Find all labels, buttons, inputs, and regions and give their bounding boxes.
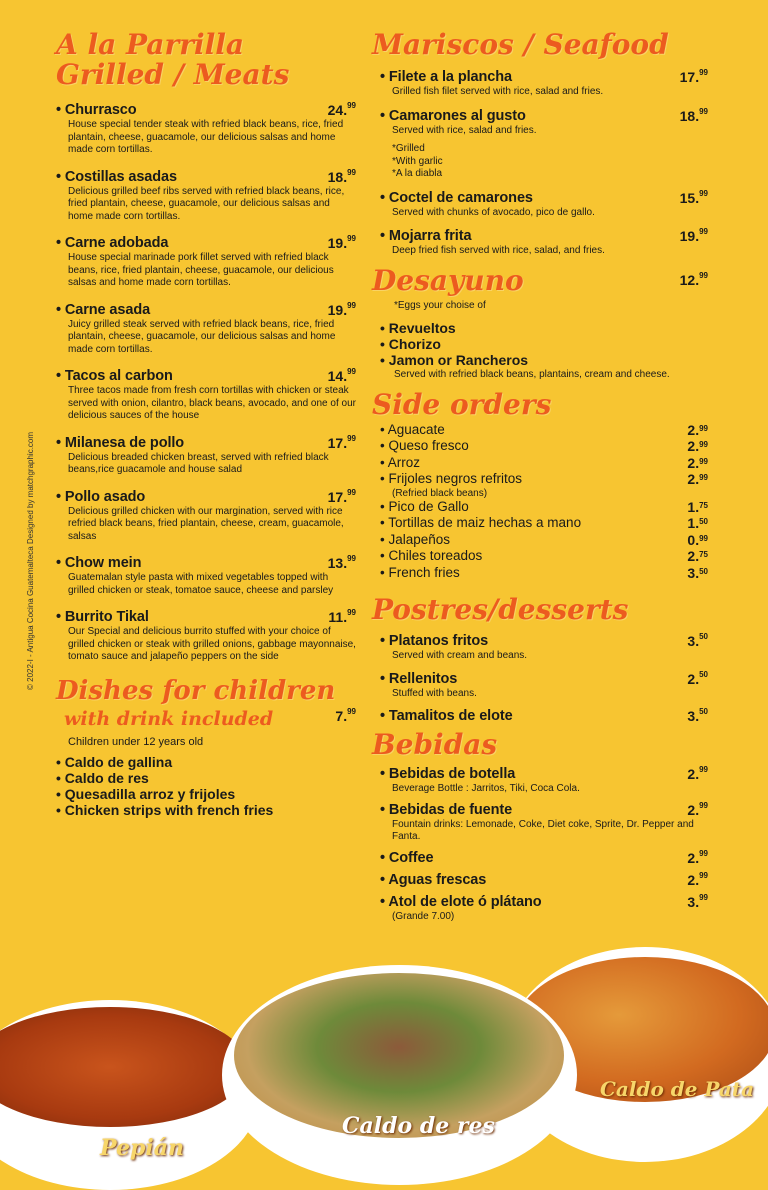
item-name: • Filete a la plancha: [380, 69, 512, 85]
item-name: • Rellenitos: [380, 671, 457, 687]
drinks-list: [380, 766, 708, 923]
price-dollars: 24.: [327, 102, 348, 118]
item-description: Beverage Bottle : Jarritos, Tiki, Coca Cola.: [392, 783, 580, 794]
side-name: • Frijoles negros refritos: [380, 471, 522, 488]
price: [687, 515, 708, 532]
sides-title: Side orders: [372, 387, 552, 421]
side-item: [380, 499, 708, 516]
side-item: [380, 515, 708, 532]
price: [680, 228, 708, 244]
seafood-list: [380, 69, 708, 258]
price: [328, 235, 356, 251]
menu-item-row: [56, 435, 356, 451]
menu-item: [56, 555, 356, 597]
item-name: • Aguas frescas: [380, 872, 486, 888]
menu-item: [380, 802, 708, 844]
menu-item-row: [56, 555, 356, 571]
item-name: • Coctel de camarones: [380, 190, 533, 206]
item-description: Delicious breaded chicken breast, served with refried black beans,rice guacamole and house salad: [68, 451, 329, 475]
price: [687, 565, 708, 582]
price-dollars: 2.: [687, 849, 700, 866]
children-item: • Caldo de gallina: [56, 754, 356, 770]
side-item: [380, 532, 708, 549]
side-item: [380, 548, 708, 565]
menu-item: [380, 108, 708, 181]
menu-item: [56, 169, 356, 224]
menu-item: [56, 435, 356, 477]
desserts-title: Postres/desserts: [372, 593, 629, 626]
price-dollars: 19.: [327, 235, 348, 251]
price-dollars: 1.: [687, 515, 700, 531]
sides-section: [372, 387, 712, 582]
price-cents: 99: [699, 68, 708, 77]
side-name: • Queso fresco: [380, 438, 469, 455]
side-item: [380, 455, 708, 472]
item-description: Served with rice, salad and fries.: [392, 124, 537, 136]
item-name: • Platanos fritos: [380, 633, 488, 649]
menu-item: [380, 708, 708, 724]
price-dollars: 2.: [687, 438, 700, 454]
price-dollars: 15.: [679, 189, 700, 206]
item-name: • Tacos al carbon: [56, 368, 173, 384]
price-dollars: 2.: [687, 548, 700, 564]
price-cents: 99: [347, 554, 356, 563]
item-description: Juicy grilled steak served with refried black beans, rice, fried plantain, cheese, guacamole, our delicious salsas and home made corn tortillas.: [68, 318, 336, 355]
menu-item: [56, 102, 356, 157]
item-description: Stuffed with beans.: [392, 687, 477, 699]
children-title: Dishes for children: [56, 675, 336, 706]
item-name: • Pollo asado: [56, 489, 145, 505]
item-name: • Carne asada: [56, 302, 150, 318]
price: [687, 766, 708, 782]
item-name: • Chow mein: [56, 555, 141, 571]
price-dollars: 3.: [687, 564, 700, 581]
children-item: • Chicken strips with french fries: [56, 802, 356, 818]
price-dollars: 19.: [679, 228, 700, 244]
item-name: • Burrito Tikal: [56, 609, 149, 625]
item-name: • Costillas asadas: [56, 169, 177, 185]
menu-item-row: [56, 302, 356, 318]
price-dollars: 14.: [327, 368, 348, 384]
menu-item: [56, 302, 356, 357]
food-photos: [0, 945, 768, 1185]
price: [328, 102, 356, 118]
price-dollars: 13.: [327, 555, 348, 571]
menu-item: [380, 190, 708, 220]
side-note: (Refried black beans): [392, 487, 488, 499]
sides-list: [380, 422, 708, 582]
price-cents: 99: [699, 848, 708, 858]
right-column: [372, 30, 712, 923]
item-options: [392, 143, 708, 181]
menu-item: [56, 489, 356, 544]
price: [687, 708, 708, 724]
price-dollars: 2.: [687, 421, 700, 438]
item-description: Fountain drinks: Lemonade, Coke, Diet coke, Sprite, Dr. Pepper and Fanta.: [392, 818, 694, 842]
item-description: Our Special and delicious burrito stuffed with your choice of grilled chicken or steak with grilled onions, gabbage mayonnaise, tomato sauce and jalapeño peppers on the side: [68, 626, 356, 662]
price-cents: 50: [699, 669, 708, 679]
children-price: 7.99: [335, 706, 356, 724]
price-cents: 99: [347, 234, 356, 243]
price-dollars: 3.: [687, 633, 700, 649]
price: [328, 609, 356, 625]
side-item: [380, 565, 708, 582]
item-description: Guatemalan style pasta with mixed vegetables topped with grilled chicken or steak, tomatoe sauce, cheese and parsley: [68, 572, 334, 596]
grill-subtitle: Grilled / Meats: [56, 58, 290, 91]
item-name: • Mojarra frita: [380, 228, 471, 244]
price: [687, 872, 708, 888]
item-description: Delicious grilled beef ribs served with refried black beans, rice, fried plantain, cheese, guacamole, our delicious salsas and home made corn tortillas.: [68, 185, 345, 222]
price-cents: 99: [699, 800, 708, 810]
left-column: [56, 30, 356, 818]
menu-item-row: [56, 368, 356, 384]
item-description: Served with cream and beans.: [392, 650, 528, 661]
price-cents: 99: [347, 367, 356, 376]
item-name: • Coffee: [380, 850, 433, 866]
breakfast-item: • Jamon or Rancheros: [380, 352, 712, 368]
price-dollars: 11.: [328, 609, 348, 625]
price-dollars: 1.: [687, 498, 700, 515]
menu-item-row: [380, 190, 708, 206]
price-dollars: 2.: [687, 801, 700, 818]
side-name: • Chiles toreados: [380, 548, 482, 565]
price: [328, 555, 356, 571]
price: [687, 548, 708, 565]
side-name: • Aguacate: [380, 422, 445, 439]
price-cents: 75: [699, 550, 708, 559]
price-dollars: 2.: [687, 454, 700, 471]
price-dollars: 18.: [327, 168, 348, 185]
item-name: • Churrasco: [56, 102, 137, 118]
price-cents: 50: [699, 517, 708, 526]
price-cents: 99: [347, 167, 356, 177]
menu-item: [380, 69, 708, 99]
menu-item: [56, 609, 356, 664]
side-name: • French fries: [380, 565, 460, 582]
item-name: • Camarones al gusto: [380, 108, 526, 124]
price: [687, 894, 708, 910]
menu-item-row: [56, 235, 356, 251]
price-dollars: 17.: [679, 69, 700, 85]
menu-item: [380, 766, 708, 796]
menu-item-row: [56, 489, 356, 505]
price-dollars: 3.: [687, 893, 700, 910]
grill-title: A la Parrilla: [56, 28, 245, 61]
item-description: (Grande 7.00): [392, 910, 455, 922]
menu-item-row: [380, 872, 708, 888]
price: [328, 302, 356, 318]
pepian-caption: Pepián: [100, 1135, 184, 1161]
caldo-pata-caption: Caldo de Pata: [600, 1077, 755, 1101]
menu-item-row: [380, 633, 708, 649]
breakfast-item: • Revueltos: [380, 320, 712, 336]
menu-item-row: [380, 671, 708, 687]
breakfast-item: • Chorizo: [380, 336, 712, 352]
side-item: [380, 422, 708, 439]
price-cents: 99: [699, 423, 708, 433]
side-item: [380, 438, 708, 455]
breakfast-desc: Served with refried black beans, plantains, cream and cheese.: [394, 369, 670, 380]
price-cents: 99: [699, 456, 708, 466]
breakfast-list: [380, 320, 712, 368]
children-section: [56, 676, 356, 819]
item-description: House special marinade pork fillet served with refried black beans, rice, fried plantain, cheese, guacamole, our delicious salsas and home made corn tortillas.: [68, 252, 334, 288]
item-name: • Tamalitos de elote: [380, 708, 513, 724]
menu-item: [380, 228, 708, 258]
price-cents: 99: [699, 440, 708, 449]
item-description: Delicious grilled chicken with our margination, served with rice refried black beans, fried plantain, cheese, cream, guacamole, salsas: [68, 505, 344, 542]
price-dollars: 2.: [687, 471, 700, 487]
menu-item: [380, 633, 708, 663]
drinks-title: Bebidas: [372, 728, 498, 761]
price-dollars: 17.: [327, 434, 348, 451]
price: [687, 422, 708, 439]
children-item: • Caldo de res: [56, 770, 356, 786]
price-cents: 99: [347, 487, 356, 497]
menu-item-row: [380, 766, 708, 782]
menu-item: [380, 894, 708, 924]
menu-item: [56, 235, 356, 290]
price-cents: 99: [347, 101, 356, 110]
price-dollars: 2.: [687, 766, 700, 782]
menu-item-row: [380, 228, 708, 244]
price-cents: 99: [699, 870, 708, 880]
price-dollars: 2.: [687, 670, 700, 687]
price-cents: 99: [699, 765, 708, 774]
designer-credit: © 2022-I - Antigua Cocina Guatemalteca Designed by matchgraphic.com: [26, 431, 35, 690]
price-cents: 99: [699, 533, 708, 543]
item-name: • Atol de elote ó plátano: [380, 894, 542, 910]
desserts-section: [372, 595, 712, 724]
breakfast-title: Desayuno: [372, 263, 524, 297]
children-note: Children under 12 years old: [68, 735, 204, 748]
price: [687, 671, 708, 687]
price: [687, 499, 708, 516]
price: [687, 802, 708, 818]
price-dollars: 0.: [687, 531, 700, 548]
menu-item-row: [380, 894, 708, 910]
children-subtitle: with drink included: [64, 707, 274, 730]
menu-item: [380, 671, 708, 701]
price: [687, 438, 708, 455]
price-cents: 99: [347, 300, 356, 310]
price-cents: 99: [347, 608, 356, 617]
price: [687, 471, 708, 488]
menu-item-row: [380, 850, 708, 866]
item-name: • Bebidas de fuente: [380, 802, 512, 818]
children-item: • Quesadilla arroz y frijoles: [56, 786, 356, 802]
side-name: • Pico de Gallo: [380, 499, 469, 516]
breakfast-price: 12.99: [679, 270, 708, 288]
item-description: Grilled fish filet served with rice, salad and fries.: [392, 86, 604, 97]
option-line: *A la diabla: [392, 168, 443, 179]
menu-item-row: [56, 102, 356, 118]
price-cents: 99: [699, 106, 708, 116]
item-name: • Milanesa de pollo: [56, 435, 184, 451]
price: [328, 368, 356, 384]
side-item: [380, 471, 708, 488]
price-dollars: 19.: [327, 301, 348, 318]
price: [680, 190, 708, 206]
side-name: • Tortillas de maiz hechas a mano: [380, 515, 581, 532]
price: [687, 455, 708, 472]
price: [680, 69, 708, 85]
children-list: [56, 754, 356, 818]
side-name: • Jalapeños: [380, 532, 450, 549]
seafood-title: Mariscos / Seafood: [372, 28, 669, 61]
price-dollars: 2.: [687, 871, 700, 888]
price: [687, 850, 708, 866]
menu-item: [380, 872, 708, 888]
menu-item-row: [56, 609, 356, 625]
price: [328, 435, 356, 451]
price-cents: 50: [699, 566, 708, 576]
menu-item: [56, 368, 356, 423]
menu-item-row: [380, 708, 708, 724]
price-cents: 99: [699, 892, 708, 902]
item-name: • Bebidas de botella: [380, 766, 515, 782]
option-line: *Grilled: [392, 143, 425, 154]
breakfast-note: *Eggs your choise of: [394, 299, 486, 311]
desserts-list: [380, 633, 708, 724]
price-cents: 75: [699, 500, 708, 510]
side-name: • Arroz: [380, 455, 420, 472]
item-name: • Carne adobada: [56, 235, 168, 251]
price-cents: 99: [699, 473, 708, 482]
menu-item-row: [56, 169, 356, 185]
menu-item-row: [380, 69, 708, 85]
grill-list: [56, 102, 356, 664]
item-description: House special tender steak with refried black beans, rice, fried plantain, cheese, guacamole, our delicious salsas and home made corn tortillas.: [68, 119, 344, 155]
price-cents: 99: [347, 433, 356, 443]
caldo-res-caption: Caldo de res: [342, 1113, 495, 1139]
price-dollars: 3.: [687, 708, 700, 724]
price: [680, 108, 708, 124]
price: [328, 169, 356, 185]
menu-item-row: [380, 802, 708, 818]
price: [328, 489, 356, 505]
price-cents: 99: [699, 188, 708, 198]
price-cents: 50: [699, 707, 708, 716]
drinks-section: [372, 730, 712, 923]
breakfast-section: [372, 263, 712, 382]
option-line: *With garlic: [392, 155, 443, 167]
price: [687, 633, 708, 649]
price-dollars: 18.: [679, 107, 700, 124]
price: [687, 532, 708, 549]
price-cents: 50: [699, 632, 708, 641]
item-description: Deep fried fish served with rice, salad, and fries.: [392, 245, 605, 256]
item-description: Served with chunks of avocado, pico de gallo.: [392, 206, 595, 218]
price-cents: 99: [699, 227, 708, 236]
menu-item-row: [380, 108, 708, 124]
menu-item: [380, 850, 708, 866]
price-dollars: 17.: [327, 488, 348, 505]
item-description: Three tacos made from fresh corn tortillas with chicken or steak served with onion, cilantro, black beans, avocado, and one of our delicious sauces of the house: [68, 385, 356, 421]
